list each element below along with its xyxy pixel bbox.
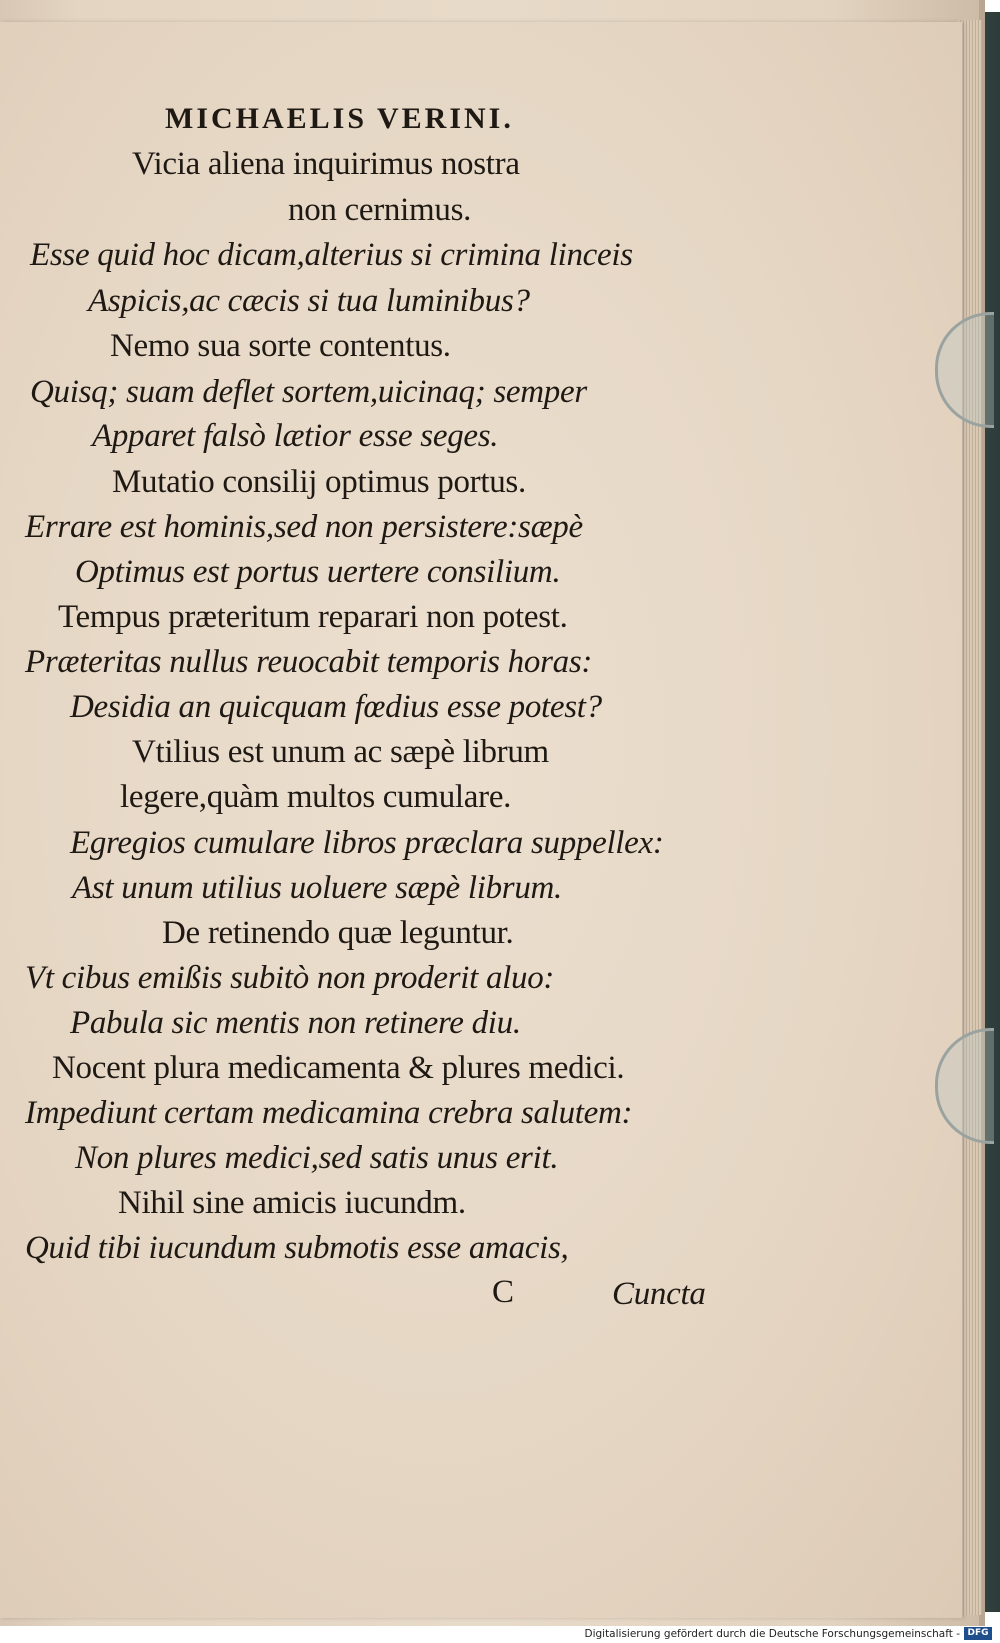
text-line: Mutatio consilij optimus portus. xyxy=(112,464,526,500)
text-line: Vtilius est unum ac sæpè librum xyxy=(132,734,549,770)
text-line: non cernimus. xyxy=(288,192,472,228)
text-line: Errare est hominis,sed non persistere:sæpè xyxy=(25,509,583,545)
text-line: Nocent plura medicamenta & plures medici. xyxy=(52,1050,625,1086)
text-line: Quisq; suam deflet sortem,uicinaq; semper xyxy=(30,374,587,410)
text-line: Præteritas nullus reuocabit temporis horas: xyxy=(25,644,593,680)
page-text xyxy=(0,22,962,1618)
book-page xyxy=(0,22,962,1618)
text-line: Non plures medici,sed satis unus erit. xyxy=(75,1140,559,1176)
dfg-logo: DFG xyxy=(964,1627,992,1640)
text-line: Esse quid hoc dicam,alterius si crimina linceis xyxy=(30,237,633,273)
text-line: Impediunt certam medicamina crebra salutem: xyxy=(25,1095,633,1131)
text-line: Vicia aliena inquirimus nostra xyxy=(132,146,520,182)
digitization-credit: Digitalisierung gefördert durch die Deutsche Forschungsgemeinschaft - xyxy=(584,1628,960,1640)
text-line: Nemo sua sorte contentus. xyxy=(110,328,451,364)
text-line: legere,quàm multos cumulare. xyxy=(120,779,512,815)
text-line: Tempus præteritum reparari non potest. xyxy=(58,599,568,635)
text-line: Apparet falsò lætior esse seges. xyxy=(92,418,499,454)
text-line: De retinendo quæ leguntur. xyxy=(162,915,514,951)
text-line: Desidia an quicquam fœdius esse potest? xyxy=(70,689,602,725)
text-line: Nihil sine amicis iucundm. xyxy=(118,1185,466,1221)
signature-mark: C xyxy=(492,1274,514,1310)
text-line: Ast unum utilius uoluere sæpè librum. xyxy=(72,870,563,906)
text-line: Egregios cumulare libros præclara suppellex: xyxy=(70,825,664,861)
text-line: Optimus est portus uertere consilium. xyxy=(75,554,561,590)
catchword: Cuncta xyxy=(612,1276,706,1312)
text-line: Aspicis,ac cæcis si tua luminibus? xyxy=(88,283,530,319)
running-head: MICHAELIS VERINI. xyxy=(165,102,514,135)
text-line: Pabula sic mentis non retinere diu. xyxy=(70,1005,521,1041)
text-line: Vt cibus emißis subitò non proderit aluo: xyxy=(25,960,555,996)
text-line: Quid tibi iucundum submotis esse amacis, xyxy=(25,1230,569,1266)
